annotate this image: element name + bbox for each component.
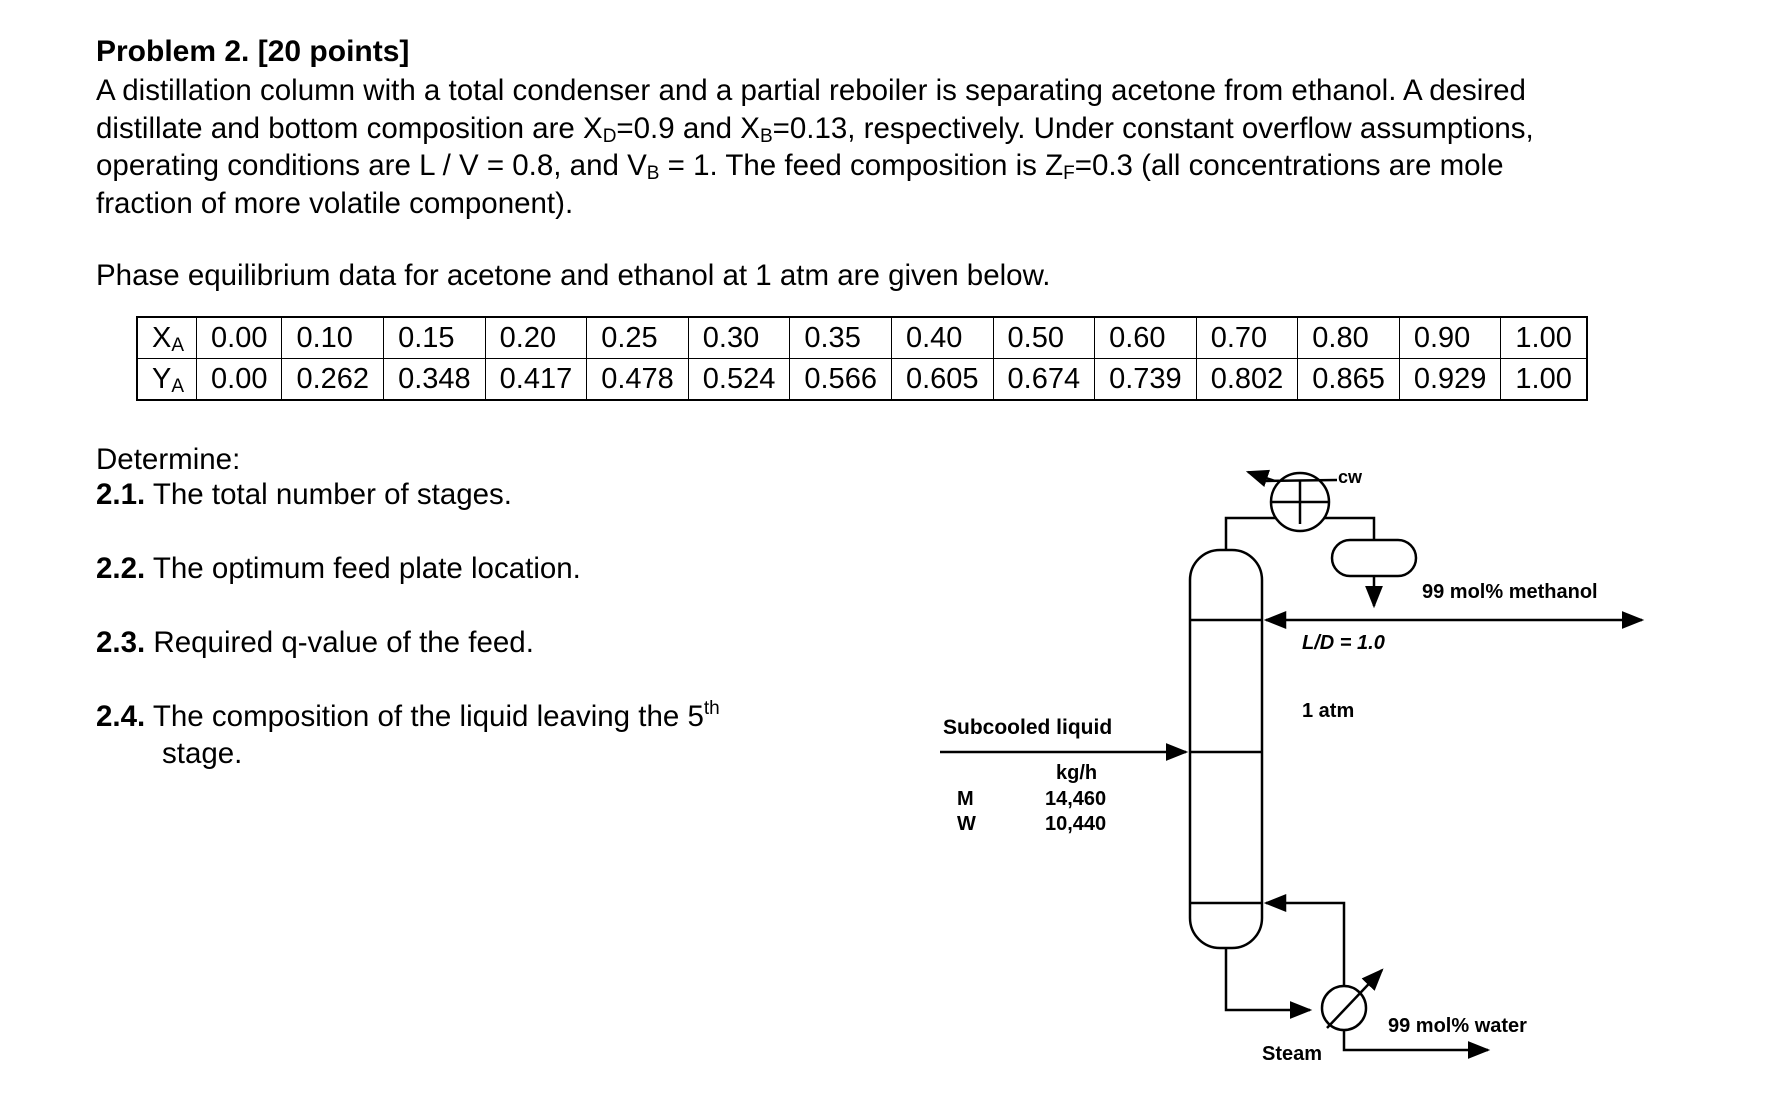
x-cell: 1.00	[1501, 317, 1587, 359]
x-cell: 0.90	[1399, 317, 1501, 359]
reflux-ratio-label: L/D = 1.0	[1302, 632, 1385, 654]
feed-flow-value: 10,440	[1045, 813, 1107, 835]
feed-flow-value: 14,460	[1045, 788, 1107, 810]
statement-line-2: distillate and bottom composition are $X_D=0.9$ and $X_B=0.13$, respectively. Under constant overflow assumptions,	[96, 111, 1534, 147]
y-cell: 0.739	[1095, 359, 1197, 401]
feed-component: W	[957, 813, 976, 835]
x-header: $X_A$	[137, 317, 197, 359]
x-cell: 0.70	[1196, 317, 1298, 359]
question-2-1: 2.1. The total number of stages.	[96, 478, 512, 511]
y-cell: 0.00	[197, 359, 282, 401]
statement-line-1: A distillation column with a total condenser and a partial reboiler is separating acetone from ethanol. A desired	[96, 74, 1526, 107]
y-cell: 0.524	[688, 359, 790, 401]
x-cell: 0.35	[790, 317, 892, 359]
statement-line-3: operating conditions are L / V = 0.8, and $V_B = 1$. The feed composition is $Z_F=0.3$ (all concentrations are mole	[96, 149, 1504, 184]
feed-component: M	[957, 788, 974, 810]
y-cell: 0.566	[790, 359, 892, 401]
question-2-3: 2.3. Required q-value of the feed.	[96, 626, 534, 659]
question-2-4: 2.4. The composition of the liquid leaving the 5th stage.	[96, 698, 720, 770]
y-cell: 0.417	[485, 359, 587, 401]
distillate-label: 99 mol% methanol	[1422, 581, 1598, 603]
statement-line-4: fraction of more volatile component).	[96, 186, 574, 220]
y-cell: 0.478	[587, 359, 689, 401]
x-cell: 0.60	[1095, 317, 1197, 359]
bottoms-line	[1226, 948, 1310, 1010]
x-cell: 0.50	[993, 317, 1095, 359]
x-cell: 0.15	[384, 317, 486, 359]
problem-title: Problem 2. [20 points]	[96, 35, 410, 68]
x-cell: 0.10	[282, 317, 384, 359]
pressure-label: 1 atm	[1302, 700, 1355, 722]
feed-unit-header: kg/h	[1056, 762, 1098, 784]
x-cell: 0.80	[1298, 317, 1400, 359]
feed-label: Subcooled liquid	[943, 716, 1113, 739]
x-cell: 0.40	[891, 317, 993, 359]
y-cell: 0.802	[1196, 359, 1298, 401]
y-cell: 0.262	[282, 359, 384, 401]
steam-label: Steam	[1262, 1043, 1323, 1065]
y-cell: 0.674	[993, 359, 1095, 401]
x-cell: 0.20	[485, 317, 587, 359]
x-cell: 0.00	[197, 317, 282, 359]
reflux-drum	[1332, 540, 1416, 576]
x-cell: 0.25	[587, 317, 689, 359]
y-cell: 0.865	[1298, 359, 1400, 401]
bottoms-label: 99 mol% water	[1388, 1015, 1527, 1037]
question-2-2: 2.2. The optimum feed plate location.	[96, 552, 581, 585]
cooling-water-line	[1265, 480, 1337, 481]
y-header: $Y_A$	[137, 359, 197, 401]
y-cell: 0.605	[891, 359, 993, 401]
y-cell: 0.929	[1399, 359, 1501, 401]
phase-equilibrium-heading: Phase equilibrium data for acetone and ethanol at 1 atm are given below.	[96, 259, 1051, 292]
cooling-water-arrow	[1248, 472, 1275, 481]
y-cell: 1.00	[1501, 359, 1587, 401]
cw-label: cw	[1338, 467, 1363, 487]
boilup-return-arrow	[1266, 903, 1344, 986]
y-cell: 0.348	[384, 359, 486, 401]
x-cell: 0.30	[688, 317, 790, 359]
determine-heading: Determine:	[96, 443, 241, 476]
column-shell	[1190, 550, 1262, 948]
